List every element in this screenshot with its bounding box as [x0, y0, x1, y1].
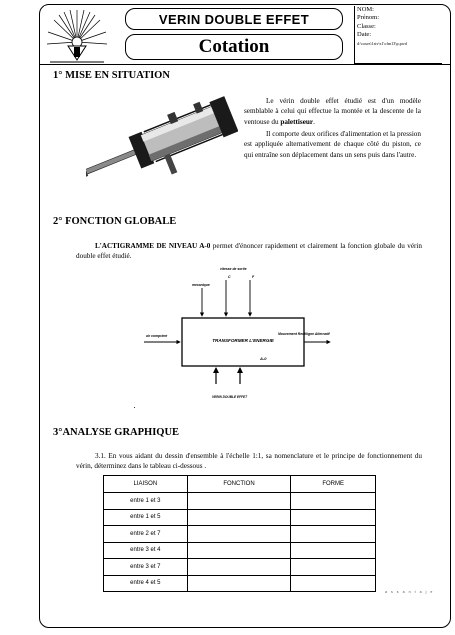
liaison-cell: entre 3 et 7 — [104, 559, 188, 576]
actigram-diagram — [140, 264, 380, 402]
liaison-cell: entre 1 et 3 — [104, 493, 188, 510]
top-left-label: mecanique — [192, 283, 210, 287]
liaison-cell: entre 4 et 5 — [104, 575, 188, 592]
file-path: d:\cours\1stv\s1\cfm13\p.pwd — [357, 40, 407, 46]
actigram-box-label: TRANSFORMER L'ENERGIE — [212, 338, 274, 343]
stray-dot — [134, 407, 135, 408]
liaison-table — [103, 475, 376, 592]
fonction-cell[interactable] — [187, 493, 291, 510]
top-f-label: F — [252, 275, 255, 279]
liaison-cell: entre 2 et 7 — [104, 526, 188, 543]
cylinder-photo — [86, 95, 238, 195]
fonction-cell[interactable] — [187, 575, 291, 592]
table-header-row — [104, 476, 376, 493]
student-id-box — [354, 6, 442, 64]
section1-paragraph-1: Le vérin double effet étudié est d'un modèle semblable à celui qui effectue la montée et la descente de la ventouse du palettiseur. — [244, 97, 421, 126]
class-field: Classe: — [357, 22, 376, 30]
fonction-cell[interactable] — [187, 526, 291, 543]
section3-paragraph: 3.1. En vous aidant du dessin d'ensemble à l'échelle 1:1, sa nomenclature et le principe de fonctionnement du vérin, déterminez dans le tableau ci-dessous . — [76, 452, 422, 471]
top-group-label: vitesse de sortie — [220, 267, 247, 271]
forme-cell[interactable] — [291, 542, 376, 559]
forme-cell[interactable] — [291, 559, 376, 576]
bottom-label: VERIN DOUBLE EFFET — [212, 395, 248, 399]
section1-paragraph-2: Il comporte deux orifices d'alimentation et la pression est appliquée alternativement de chaque côté du piston, ce qui entraîne son déplacement dans un sens puis dans l'autre. — [244, 130, 421, 159]
section1-heading: 1° MISE EN SITUATION — [53, 70, 170, 81]
name-field: NOM: — [357, 6, 374, 13]
fonction-cell[interactable] — [187, 509, 291, 526]
table-row — [104, 509, 376, 526]
header-divider — [39, 64, 451, 65]
table-row — [104, 542, 376, 559]
input-label: air comprimé — [146, 334, 168, 338]
table-row — [104, 559, 376, 576]
section2-heading: 2° FONCTION GLOBALE — [53, 216, 177, 227]
header-fonction: FONCTION — [187, 476, 291, 493]
table-row — [104, 575, 376, 592]
top-c-label: C — [228, 275, 231, 279]
firstname-field: Prénom: — [357, 14, 380, 22]
logo-icon — [44, 6, 110, 64]
forme-cell[interactable] — [291, 526, 376, 543]
section2-paragraph: L'ACTIGRAMME DE NIVEAU A-0 permet d'énoncer rapidement et clairement la fonction globale du vérin double effet étudié. — [76, 242, 423, 261]
table-row — [104, 493, 376, 510]
forme-cell[interactable] — [291, 575, 376, 592]
forme-cell[interactable] — [291, 509, 376, 526]
liaison-cell: entre 3 et 4 — [104, 542, 188, 559]
actigram-box-ref: A-0 — [260, 356, 267, 361]
header-forme: FORME — [291, 476, 376, 493]
table-row — [104, 526, 376, 543]
output-label: Mouvement Rectiligne Alternatif — [278, 332, 330, 336]
section3-heading: 3°ANALYSE GRAPHIQUE — [53, 427, 180, 438]
liaison-cell: entre 1 et 5 — [104, 509, 188, 526]
date-field: Date: — [357, 31, 372, 39]
header-liaison: LIAISON — [104, 476, 188, 493]
document-title: VERIN DOUBLE EFFET — [125, 8, 343, 30]
footer-dots: a s s a n t a j e — [385, 590, 434, 594]
fonction-cell[interactable] — [187, 542, 291, 559]
forme-cell[interactable] — [291, 493, 376, 510]
fonction-cell[interactable] — [187, 559, 291, 576]
document-subtitle: Cotation — [125, 34, 343, 60]
